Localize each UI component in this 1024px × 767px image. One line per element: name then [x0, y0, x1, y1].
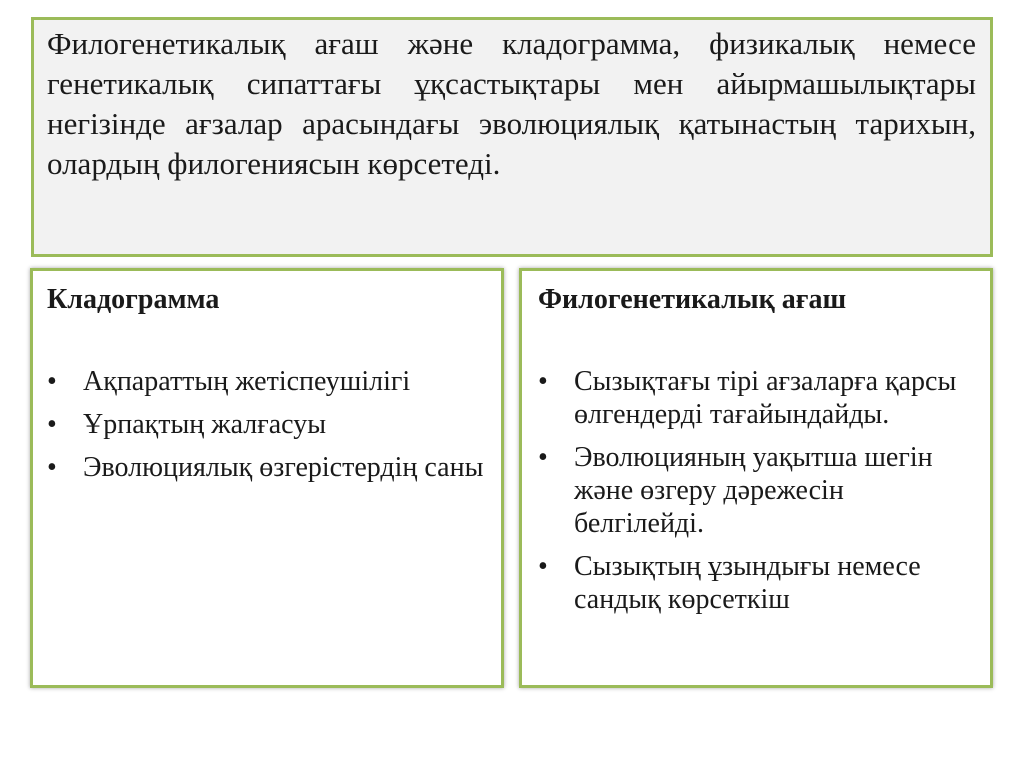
bullet-icon: •: [47, 452, 57, 483]
phylogenetic-tree-box: [519, 268, 993, 688]
list-item: [47, 408, 491, 441]
bullet-icon: •: [47, 409, 57, 440]
phylogenetic-tree-heading: Филогенетикалық ағаш: [538, 284, 847, 315]
intro-box: [31, 17, 993, 257]
list-item: [538, 550, 980, 616]
list-item: [47, 451, 491, 484]
list-item: [47, 365, 491, 398]
bullet-icon: •: [538, 366, 548, 397]
list-item-text: Эволюциялық өзгерістердің саны: [83, 452, 484, 483]
list-item-text: Ақпараттың жетіспеушілігі: [83, 366, 411, 397]
phylogenetic-tree-list: [538, 365, 980, 616]
cladogram-box: [30, 268, 504, 688]
list-item-text: Сызықтағы тірі ағзаларға қарсы өлгендерді тағайындайды.: [574, 366, 957, 430]
bullet-icon: •: [538, 442, 548, 473]
list-item: [538, 441, 980, 540]
cladogram-list: [47, 365, 491, 484]
list-item-text: Ұрпақтың жалғасуы: [83, 409, 327, 440]
list-item: [538, 365, 980, 431]
list-item-text: Эволюцияның уақытша шегін және өзгеру дәрежесін белгілейді.: [574, 442, 933, 539]
bullet-icon: •: [538, 551, 548, 582]
bullet-icon: •: [47, 366, 57, 397]
intro-text: Филогенетикалық ағаш және кладограмма, физикалық немесе генетикалық сипаттағы ұқсастықтары мен айырмашылықтары негізінде ағзалар арасындағы эволюциялық қатынастың тарихын, олардың филогениясын көрсетеді.: [47, 26, 976, 181]
list-item-text: Сызықтың ұзындығы немесе сандық көрсеткіш: [574, 551, 921, 615]
cladogram-heading: Кладограмма: [47, 284, 220, 315]
